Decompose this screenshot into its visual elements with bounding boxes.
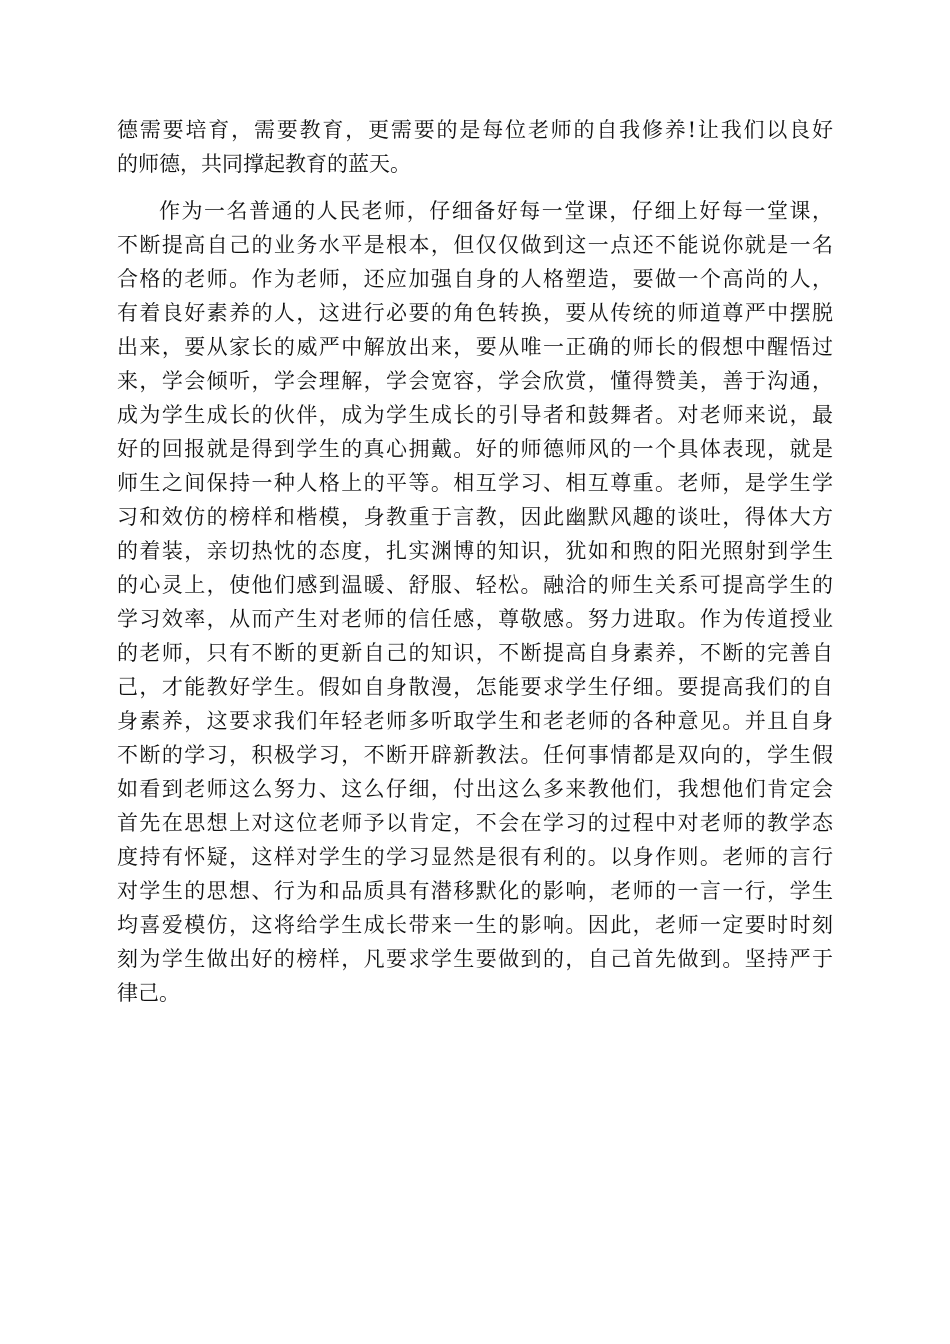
text-line: 有着良好素养的人，这进行必要的角色转换，要从传统的师道尊严中摆脱 <box>117 301 833 325</box>
text-line: 身素养，这要求我们年轻老师多听取学生和老老师的各种意见。并且自身 <box>117 709 833 733</box>
paragraph-1 <box>117 113 833 181</box>
text-line: 律己。 <box>117 981 180 1005</box>
text-line: 学习效率，从而产生对老师的信任感，尊敬感。努力进取。作为传道授业 <box>117 607 833 631</box>
text-line: 来，学会倾听，学会理解，学会宽容，学会欣赏，懂得赞美，善于沟通， <box>117 369 833 393</box>
text-line: 师生之间保持一种人格上的平等。相互学习、相互尊重。老师，是学生学 <box>117 471 833 495</box>
text-line: 出来，要从家长的威严中解放出来，要从唯一正确的师长的假想中醒悟过 <box>117 335 833 359</box>
text-line: 对学生的思想、行为和品质具有潜移默化的影响，老师的一言一行，学生 <box>117 879 833 903</box>
text-line: 均喜爱模仿，这将给学生成长带来一生的影响。因此，老师一定要时时刻 <box>117 913 833 937</box>
text-line: 度持有怀疑，这样对学生的学习显然是很有利的。以身作则。老师的言行 <box>117 845 833 869</box>
text-line: 的师德，共同撑起教育的蓝天。 <box>117 152 411 176</box>
text-line: 首先在思想上对这位老师予以肯定，不会在学习的过程中对老师的教学态 <box>117 811 833 835</box>
text-line: 不断的学习，积极学习，不断开辟新教法。任何事情都是双向的，学生假 <box>117 743 833 767</box>
paragraph-2 <box>117 194 833 1010</box>
text-line: 刻为学生做出好的榜样，凡要求学生要做到的，自己首先做到。坚持严于 <box>117 947 833 971</box>
text-line: 德需要培育，需要教育，更需要的是每位老师的自我修养!让我们以良好 <box>117 118 833 142</box>
text-line: 作为一名普通的人民老师，仔细备好每一堂课，仔细上好每一堂课， <box>159 199 833 223</box>
text-line: 的着装，亲切热忱的态度，扎实渊博的知识，犹如和煦的阳光照射到学生 <box>117 539 833 563</box>
text-line: 成为学生成长的伙伴，成为学生成长的引导者和鼓舞者。对老师来说，最 <box>117 403 833 427</box>
text-line: 合格的老师。作为老师，还应加强自身的人格塑造，要做一个高尚的人， <box>117 267 833 291</box>
text-line: 如看到老师这么努力、这么仔细，付出这么多来教他们，我想他们肯定会 <box>117 777 833 801</box>
text-line: 习和效仿的榜样和楷模，身教重于言教，因此幽默风趣的谈吐，得体大方 <box>117 505 833 529</box>
text-line: 的心灵上，使他们感到温暖、舒服、轻松。融洽的师生关系可提高学生的 <box>117 573 833 597</box>
text-line: 好的回报就是得到学生的真心拥戴。好的师德师风的一个具体表现，就是 <box>117 437 833 461</box>
text-line: 不断提高自己的业务水平是根本，但仅仅做到这一点还不能说你就是一名 <box>117 233 833 257</box>
text-line: 己，才能教好学生。假如自身散漫，怎能要求学生仔细。要提高我们的自 <box>117 675 833 699</box>
text-line: 的老师，只有不断的更新自己的知识，不断提高自身素养，不断的完善自 <box>117 641 833 665</box>
